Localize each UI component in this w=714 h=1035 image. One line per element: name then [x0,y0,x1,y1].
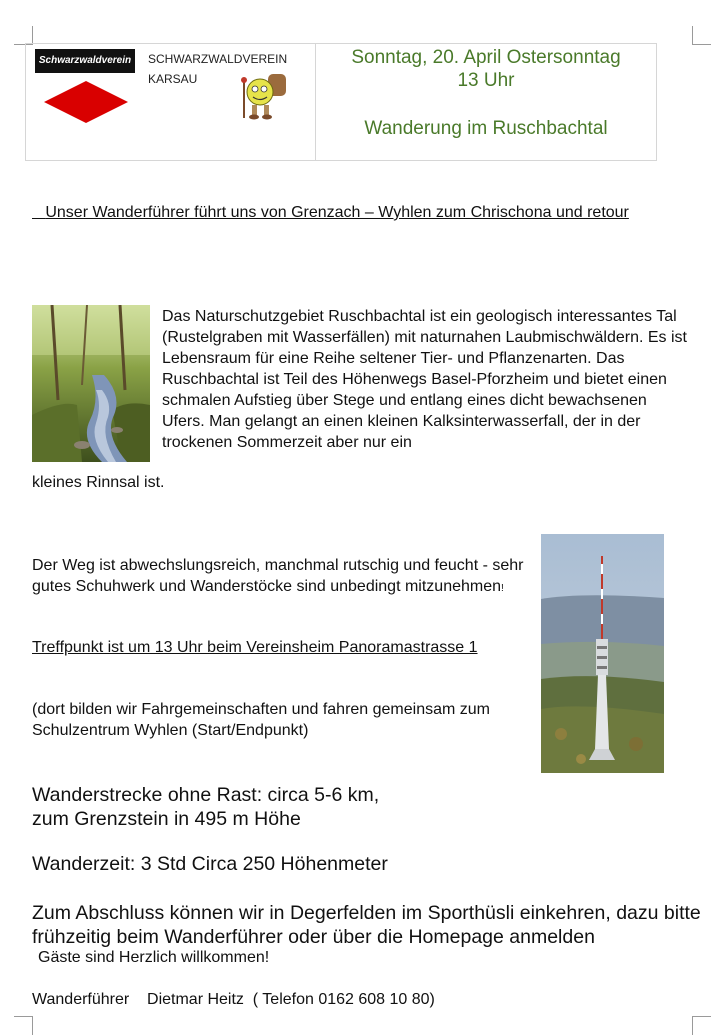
terrain-note [32,555,537,599]
carpool-note: (dort bilden wir Fahrgemeinschaften und fahren gemeinsam zum Schulzentrum Wyhlen (Start/Endpunkt) [32,701,491,739]
terrain-note-text: Der Weg ist abwechslungsreich, manchmal rutschig und feucht - sehr gutes Schuhwerk und Wanderstöcke sind unbedingt mitzunehmen [32,557,524,595]
crop-mark-bottom-right [692,1016,711,1035]
club-diamond-logo [44,81,128,123]
crop-mark-bottom-left [14,1016,33,1035]
event-date: Sonntag, 20. April Ostersonntag [351,47,621,68]
club-badge: Schwarzwaldverein [35,49,135,73]
header-table [25,43,657,161]
club-name-line2: KARSAU [148,72,198,86]
club-name-line1: SCHWARZWALDVEREIN [148,52,288,66]
tower-photo [541,534,664,773]
closing-info: Zum Abschluss können wir in Degerfelden im Sporthüsli einkehren, dazu bitte frühzeitig beim Wanderführer oder über die Homepage anmelden [32,902,701,948]
terrain-note-exclamation: ! [501,583,504,594]
stream-photo [32,305,150,462]
duration-info: Wanderzeit: 3 Std Circa 250 Höhenmeter [32,853,388,875]
meeting-point: Treffpunkt ist um 13 Uhr beim Vereinsheim Panoramastrasse 1 [32,639,478,656]
intro-heading-text: Unser Wanderführer führt uns von Grenzach – Wyhlen zum Chrischona und retour [45,204,629,221]
hiker-mascot-icon [238,70,292,120]
route-info [32,783,692,831]
event-title: Wanderung im Ruschbachtal [364,118,608,139]
guide-contact: Wanderführer Dietmar Heitz ( Telefon 0162 608 10 80) [32,991,435,1008]
welcome-note: Gäste sind Herzlich willkommen! [38,949,270,966]
route-distance: Wanderstrecke ohne Rast: circa 5-6 km, [32,784,380,806]
description-paragraph: Das Naturschutzgebiet Ruschbachtal ist ein geologisch interessantes Tal (Rustelgraben mit Wasserfällen) mit naturnahen Laubmischwäldern. Es ist Lebensraum für eine Reihe seltener Tier- und Pflanzenarten. Das Ruschbachtal ist Teil des Höhenwegs Basel-Pforzheim und bietet einen schmalen Aufstieg über Stege und entlang eines dicht bewachsenen Ufers. Man gelangt an einen kleinen Kalksinterwasserfall, der in der trockenen Sommerzeit aber nur ein [162,308,687,451]
event-time: 13 Uhr [457,70,515,91]
crop-mark-top-right [692,26,711,45]
intro-heading [32,202,672,223]
description-paragraph-tail: kleines Rinnsal ist. [32,474,165,491]
route-destination: zum Grenzstein in 495 m Höhe [32,808,301,830]
